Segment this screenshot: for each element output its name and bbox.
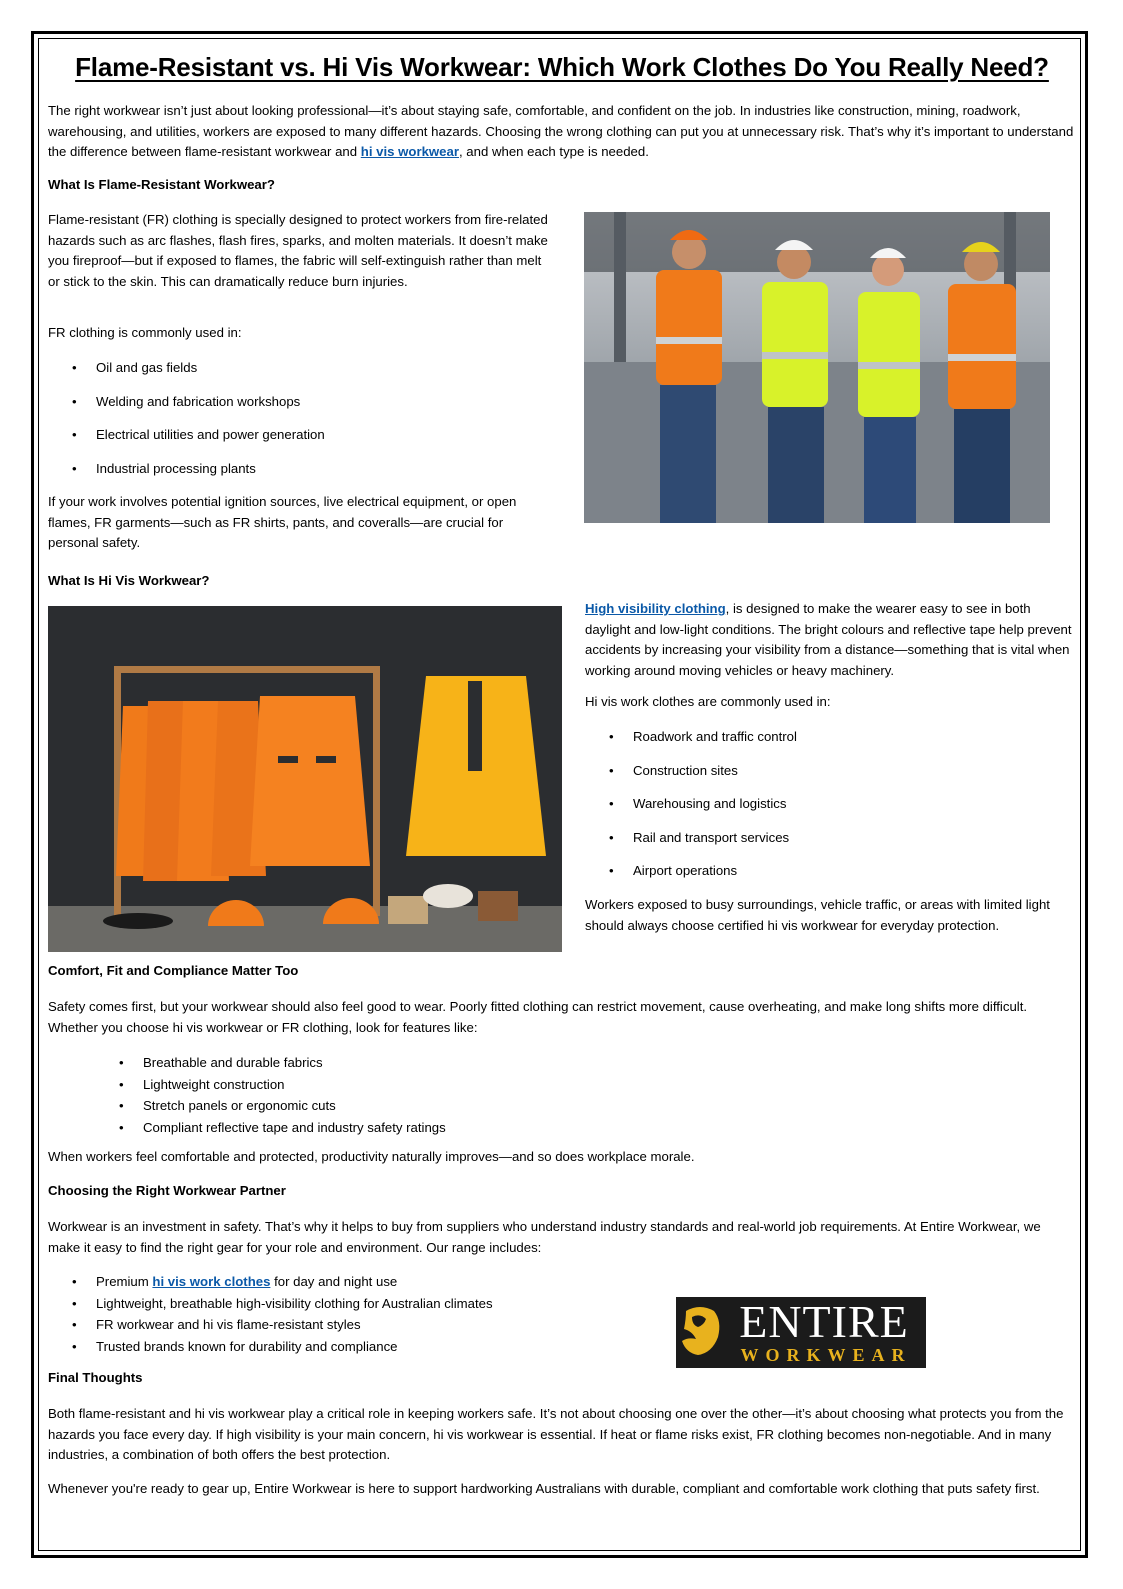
fr-used-in: FR clothing is commonly used in: [48, 325, 242, 340]
logo-text-entire: ENTIRE [739, 1297, 909, 1347]
hivis-heading: What Is Hi Vis Workwear? [48, 573, 210, 588]
fr-paragraph-2: If your work involves potential ignition sources, live electrical equipment, or open flames, FR garments—such as FR shirts, pants, and coveralls—are crucial for personal safety. [48, 494, 517, 550]
partner-heading: Choosing the Right Workwear Partner [48, 1183, 286, 1198]
list-item-text: Premium [96, 1274, 153, 1289]
partner-list [96, 1271, 493, 1357]
hivis-jackets-photo [48, 606, 562, 952]
list-item: • Roadwork and traffic control [633, 727, 797, 748]
hivis-paragraph-1-text: , is designed to make the wearer easy to see in both daylight and low-light conditions. The bright colours and reflective tape help prevent accidents by increasing your visibility from a distance—something that is vital when working around moving vehicles or heavy machinery. [585, 601, 1072, 678]
list-item: • Warehousing and logistics [633, 794, 797, 815]
hivis-paragraph-2: Workers exposed to busy surroundings, vehicle traffic, or areas with limited light should always choose certified hi vis workwear for everyday protection. [585, 897, 1050, 933]
list-item: • Lightweight construction [143, 1074, 446, 1096]
list-item: • FR workwear and hi vis flame-resistant styles [96, 1314, 493, 1336]
list-item: • Welding and fabrication workshops [96, 392, 325, 413]
final-paragraph-2: Whenever you're ready to gear up, Entire Workwear is here to support hardworking Australians with durable, compliant and comfortable work clothing that puts safety first. [48, 1481, 1040, 1496]
list-item: • Stretch panels or ergonomic cuts [143, 1095, 446, 1117]
list-item: • Airport operations [633, 861, 797, 882]
list-item: • Oil and gas fields [96, 358, 325, 379]
list-item: • Trusted brands known for durability and compliance [96, 1336, 493, 1358]
list-item [96, 1271, 493, 1293]
fr-list [96, 358, 325, 479]
logo-text-workwear: WORKWEAR [740, 1345, 912, 1365]
hivis-used-in: Hi vis work clothes are commonly used in: [585, 694, 831, 709]
final-heading: Final Thoughts [48, 1370, 143, 1385]
hi-vis-workwear-link[interactable]: hi vis workwear [360, 144, 459, 159]
hi-vis-work-clothes-link[interactable]: hi vis work clothes [152, 1274, 271, 1289]
intro-text-end: , and when each type is needed. [458, 144, 649, 159]
list-item: • Lightweight, breathable high-visibility clothing for Australian climates [96, 1293, 493, 1315]
list-item: • Rail and transport services [633, 828, 797, 849]
list-item: • Industrial processing plants [96, 459, 325, 480]
comfort-paragraph-1: Safety comes first, but your workwear should also feel good to wear. Poorly fitted clothing can restrict movement, cause overheating, and make long shifts more difficult. Whether you choose hi vis workwear or FR clothing, look for features like: [48, 999, 1028, 1035]
page-title: Flame-Resistant vs. Hi Vis Workwear: Which Work Clothes Do You Really Need? [75, 52, 1049, 82]
list-item: • Breathable and durable fabrics [143, 1052, 446, 1074]
high-visibility-clothing-link[interactable]: High visibility clothing [585, 601, 726, 616]
entire-workwear-logo [676, 1297, 926, 1368]
comfort-heading: Comfort, Fit and Compliance Matter Too [48, 963, 299, 978]
hivis-paragraph-1 [585, 599, 1075, 681]
comfort-list [143, 1052, 446, 1138]
workers-photo [584, 212, 1050, 523]
fr-heading: What Is Flame-Resistant Workwear? [48, 177, 275, 192]
list-item-text: for day and night use [270, 1274, 398, 1289]
list-item: • Construction sites [633, 761, 797, 782]
partner-paragraph: Workwear is an investment in safety. That’s why it helps to buy from suppliers who understand industry standards and real-world job requirements. At Entire Workwear, we make it easy to find the right gear for your role and environment. Our range includes: [48, 1219, 1041, 1255]
list-item: • Compliant reflective tape and industry safety ratings [143, 1117, 446, 1139]
final-paragraph-1: Both flame-resistant and hi vis workwear play a critical role in keeping workers safe. It’s not about choosing one over the other—it’s about choosing what protects you from the hazards you face every day. If high visibility is your main concern, hi vis workwear is essential. If heat or flame risks exist, FR clothing becomes non-negotiable. And in many industries, a combination of both offers the best protection. [48, 1406, 1064, 1462]
intro-paragraph [48, 101, 1076, 163]
comfort-paragraph-2: When workers feel comfortable and protected, productivity naturally improves—and so does workplace morale. [48, 1149, 695, 1164]
intro-text: The right workwear isn’t just about looking professional—it’s about staying safe, comfortable, and confident on the job. In industries like construction, mining, roadwork, warehousing, and utilities, workers are exposed to many different hazards. Choosing the wrong clothing can put you at unnecessary risk. That’s why it’s important to understand the difference between flame-resistant workwear and [48, 103, 1074, 159]
hivis-list [633, 727, 797, 882]
fr-paragraph-1: Flame-resistant (FR) clothing is specially designed to protect workers from fire-related hazards such as arc flashes, flash fires, sparks, and molten materials. It doesn’t make you fireproof—but if exposed to flames, the fabric will self-extinguish rather than melt or stick to the skin. This can dramatically reduce burn injuries. [48, 212, 548, 289]
list-item: • Electrical utilities and power generation [96, 425, 325, 446]
